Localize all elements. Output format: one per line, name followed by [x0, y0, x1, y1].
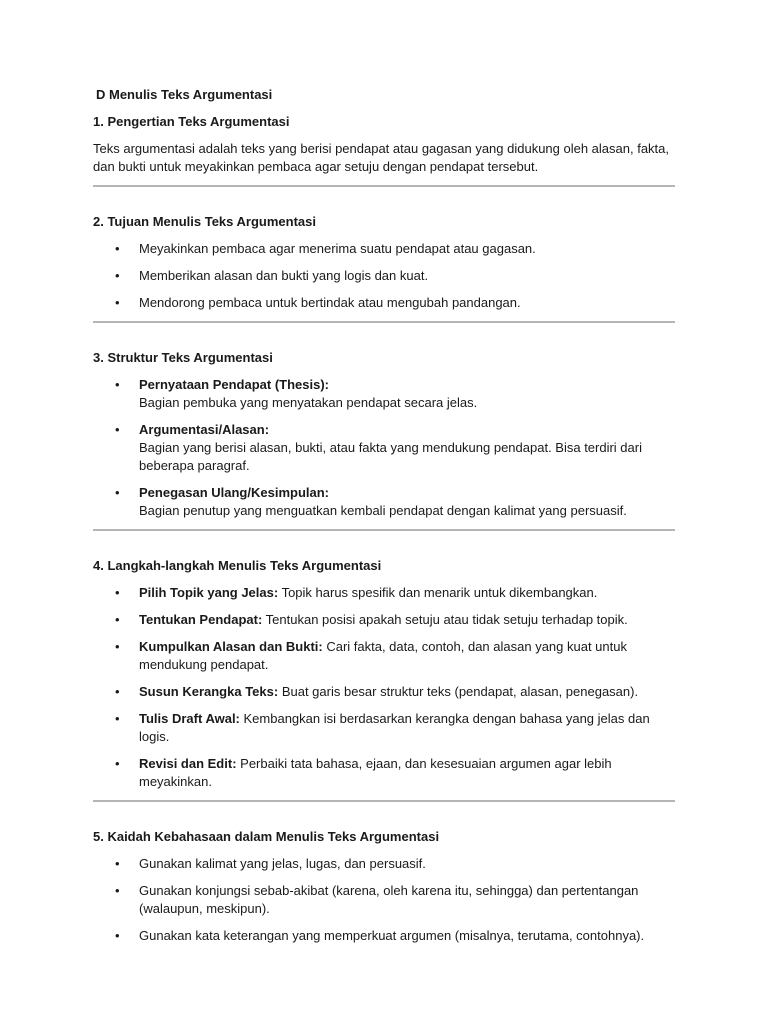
bullet-icon: • — [115, 268, 120, 283]
list-item-text: Gunakan kalimat yang jelas, lugas, dan persuasif. — [139, 856, 426, 871]
list-item — [93, 294, 675, 312]
bullet-icon: • — [115, 856, 120, 871]
bullet-icon: • — [115, 485, 120, 500]
list-item-text: Meyakinkan pembaca agar menerima suatu pendapat atau gagasan. — [139, 241, 536, 256]
section-divider — [93, 321, 675, 323]
section-struktur — [93, 349, 675, 520]
section-paragraph: Teks argumentasi adalah teks yang berisi pendapat atau gagasan yang didukung oleh alasan, fakta, dan bukti untuk meyakinkan pembaca agar setuju dengan pendapat tersebut. — [93, 141, 670, 174]
bullet-icon: • — [115, 684, 120, 699]
list-item-text: Memberikan alasan dan bukti yang logis dan kuat. — [139, 268, 429, 283]
list-item — [93, 240, 675, 258]
bullet-list — [93, 855, 675, 945]
bullet-list — [93, 584, 675, 791]
list-item — [93, 638, 675, 674]
bullet-icon: • — [115, 422, 120, 437]
section-heading: 3. Struktur Teks Argumentasi — [93, 350, 273, 365]
list-item-desc: Bagian yang berisi alasan, bukti, atau fakta yang mendukung pendapat. Bisa terdiri dari beberapa paragraf. — [139, 440, 642, 473]
section-pengertian — [93, 113, 675, 176]
section-divider — [93, 800, 675, 802]
list-item-desc: Cari fakta, data, contoh, dan alasan yang kuat untuk mendukung pendapat. — [139, 639, 627, 672]
bullet-icon: • — [115, 711, 120, 726]
bullet-icon: • — [115, 377, 120, 392]
list-item-term: Penegasan Ulang/Kesimpulan: — [139, 485, 329, 500]
list-item-desc: Buat garis besar struktur teks (pendapat, alasan, penegasan). — [278, 684, 639, 699]
section-heading: 2. Tujuan Menulis Teks Argumentasi — [93, 214, 316, 229]
list-item-desc: Kembangkan isi berdasarkan kerangka dengan bahasa yang jelas dan logis. — [139, 711, 650, 744]
bullet-icon: • — [115, 639, 120, 654]
list-item — [93, 927, 675, 945]
bullet-icon: • — [115, 295, 120, 310]
list-item-term: Argumentasi/Alasan: — [139, 422, 270, 437]
section-langkah — [93, 557, 675, 791]
document-title: D Menulis Teks Argumentasi — [96, 87, 273, 102]
list-item-term: Tentukan Pendapat: — [139, 612, 263, 627]
list-item — [93, 484, 675, 520]
section-divider — [93, 185, 675, 187]
bullet-icon: • — [115, 928, 120, 943]
list-item — [93, 267, 675, 285]
list-item-text: Gunakan kata keterangan yang memperkuat argumen (misalnya, terutama, contohnya). — [139, 928, 645, 943]
list-item — [93, 882, 675, 918]
bullet-icon: • — [115, 612, 120, 627]
bullet-icon: • — [115, 241, 120, 256]
list-item — [93, 710, 675, 746]
list-item-text: Mendorong pembaca untuk bertindak atau mengubah pandangan. — [139, 295, 521, 310]
bullet-list — [93, 240, 675, 312]
list-item-term: Pilih Topik yang Jelas: — [139, 585, 279, 600]
section-heading: 5. Kaidah Kebahasaan dalam Menulis Teks Argumentasi — [93, 829, 440, 844]
list-item-desc: Bagian pembuka yang menyatakan pendapat secara jelas. — [139, 395, 478, 410]
list-item-desc: Topik harus spesifik dan menarik untuk dikembangkan. — [278, 585, 598, 600]
list-item — [93, 611, 675, 629]
list-item — [93, 376, 675, 412]
list-item-desc: Perbaiki tata bahasa, ejaan, dan kesesuaian argumen agar lebih meyakinkan. — [139, 756, 612, 789]
section-divider — [93, 529, 675, 531]
bullet-icon: • — [115, 756, 120, 771]
list-item-term: Susun Kerangka Teks: — [139, 684, 279, 699]
list-item-term: Pernyataan Pendapat (Thesis): — [139, 377, 329, 392]
bullet-list — [93, 376, 675, 520]
list-item-term: Revisi dan Edit: — [139, 756, 237, 771]
bullet-icon: • — [115, 883, 120, 898]
list-item — [93, 421, 675, 475]
section-tujuan — [93, 213, 675, 312]
list-item — [93, 855, 675, 873]
list-item-desc: Tentukan posisi apakah setuju atau tidak setuju terhadap topik. — [262, 612, 628, 627]
list-item-term: Kumpulkan Alasan dan Bukti: — [139, 639, 323, 654]
list-item-text: Gunakan konjungsi sebab-akibat (karena, oleh karena itu, sehingga) dan pertentangan (walaupun, meskipun). — [139, 883, 639, 916]
section-kaidah — [93, 828, 675, 945]
section-heading: 4. Langkah-langkah Menulis Teks Argumentasi — [93, 558, 382, 573]
section-heading: 1. Pengertian Teks Argumentasi — [93, 114, 290, 129]
list-item-term: Tulis Draft Awal: — [139, 711, 240, 726]
list-item-desc: Bagian penutup yang menguatkan kembali pendapat dengan kalimat yang persuasif. — [139, 503, 627, 518]
document-page — [93, 86, 675, 945]
list-item — [93, 683, 675, 701]
list-item — [93, 584, 675, 602]
bullet-icon: • — [115, 585, 120, 600]
list-item — [93, 755, 675, 791]
